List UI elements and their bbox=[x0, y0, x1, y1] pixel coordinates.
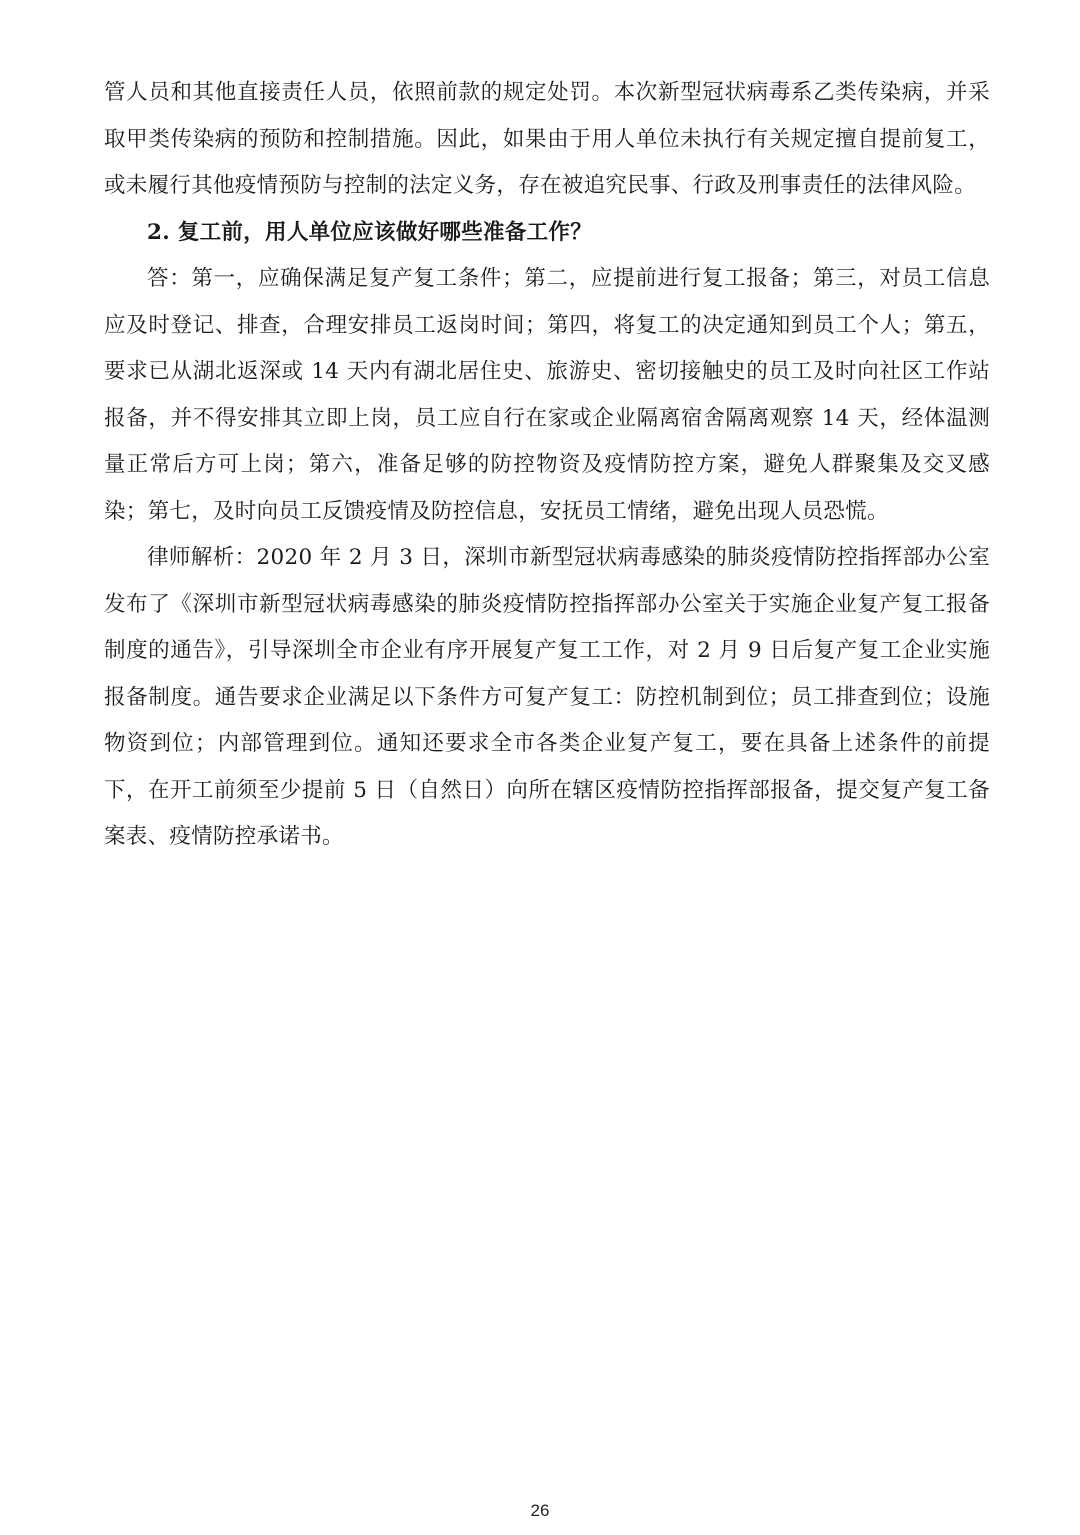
question-heading: 2. 复工前，用人单位应该做好哪些准备工作？ bbox=[147, 219, 593, 245]
lawyer-analysis-paragraph: 律师解析：2020 年 2 月 3 日，深圳市新型冠状病毒感染的肺炎疫情防控指挥部办公室发布了《深圳市新型冠状病毒感染的肺炎疫情防控指挥部办公室关于实施企业复产复工报备制度的通告》，引导深圳全市企业有序开展复产复工工作，对 2 月 9 日后复产复工企业实施报备制度。通告要求企业满足以下条件方可复产复工：防控机制到位；员工排查到位；设施物资到位；内部管理到位。通知还要求全市各类企业复产复工，要在具备上述条件的前提下，在开工前须至少提前 5 日（自然日）向所在辖区疫情防控指挥部报备，提交复产复工备案表、疫情防控承诺书。 bbox=[104, 545, 990, 849]
answer-paragraph: 答：第一，应确保满足复产复工条件；第二，应提前进行复工报备；第三，对员工信息应及时登记、排查，合理安排员工返岗时间；第四，将复工的决定通知到员工个人；第五，要求已从湖北返深或 14 天内有湖北居住史、旅游史、密切接触史的员工及时向社区工作站报备，并不得安排其立即上岗，员工应自行在家或企业隔离宿舍隔离观察 14 天，经体温测量正常后方可上岗；第六，准备足够的防控物资及疫情防控方案，避免人群聚集及交叉感染；第七，及时向员工反馈疫情及防控信息，安抚员工情绪，避免出现人员恐慌。 bbox=[104, 266, 990, 524]
document-body bbox=[104, 70, 990, 861]
paragraph-continued: 管人员和其他直接责任人员，依照前款的规定处罚。本次新型冠状病毒系乙类传染病，并采取甲类传染病的预防和控制措施。因此，如果由于用人单位未执行有关规定擅自提前复工，或未履行其他疫情预防与控制的法定义务，存在被追究民事、行政及刑事责任的法律风险。 bbox=[104, 80, 990, 198]
page-number: 26 bbox=[530, 1501, 550, 1520]
